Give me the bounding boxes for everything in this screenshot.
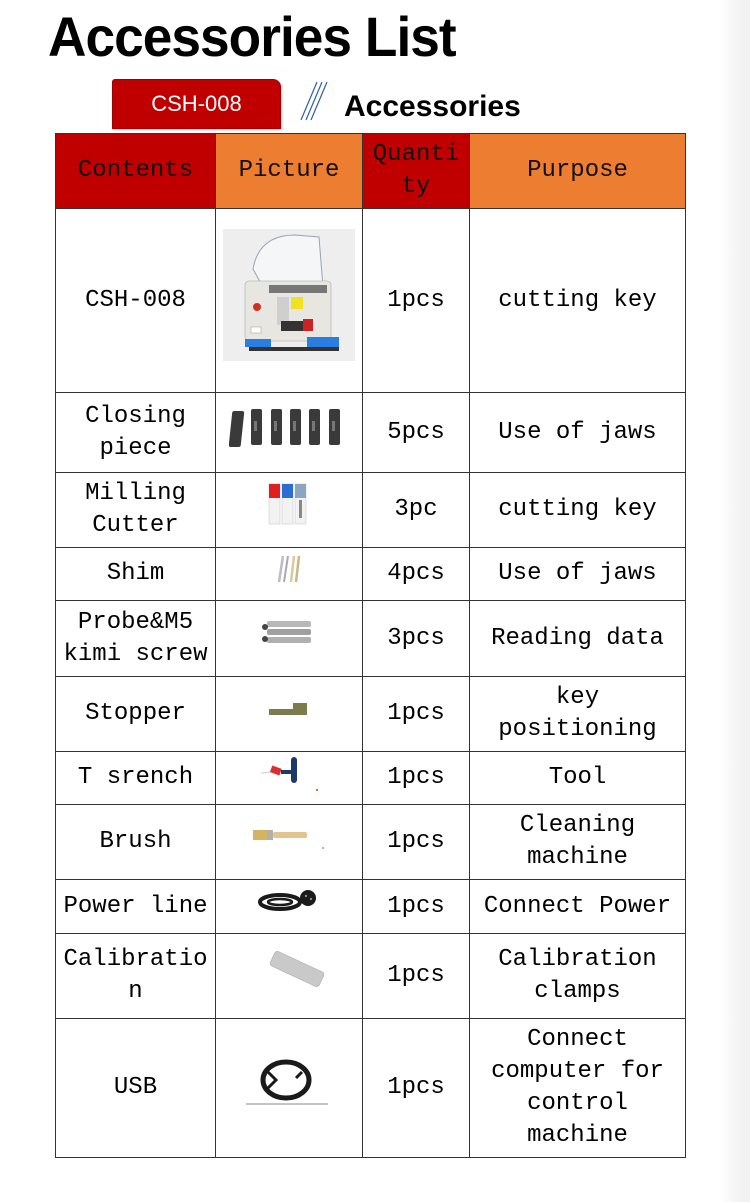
contents-line: Brush [99,828,172,855]
purpose-line: Reading data [491,624,664,652]
purpose-line: positioning [498,716,657,743]
table-row [56,677,686,752]
contents-line: Calibratio [63,946,208,973]
table-row [56,752,686,805]
contents-line: Milling [85,480,186,507]
purpose-line: Connect [527,1026,628,1053]
purpose-line: control [527,1090,628,1117]
purpose-line: machine [527,844,628,871]
cell-quantity: 3pcs [363,601,470,677]
model-tab: CSH-008 [112,79,281,129]
table-row [56,393,686,473]
closing-pieces-image [229,405,349,449]
cell-picture [216,473,363,548]
purpose-line: cutting key [498,286,657,314]
contents-line: T srench [77,764,194,791]
purpose-line: clamps [534,978,621,1005]
cell-picture [216,393,363,473]
contents-line: Shim [106,560,165,587]
cell-purpose [470,209,686,393]
table-row [56,209,686,393]
contents-line: piece [99,434,172,462]
t-wrench-image [259,753,319,793]
table-row [56,1019,686,1158]
page-title: Accessories List [48,5,456,68]
cell-quantity: 1pcs [363,752,470,805]
cell-picture [216,752,363,805]
table-row [56,601,686,677]
header-quantity-line2: ty [401,173,431,200]
purpose-line: Connect Power [483,892,672,920]
accessories-table [55,133,686,1158]
cell-quantity: 1pcs [363,880,470,934]
header-quantity [363,134,470,209]
table-row [56,548,686,601]
cell-contents [56,934,216,1019]
header-purpose: Purpose [470,134,686,209]
header-picture: Picture [216,134,363,209]
cell-picture [216,805,363,880]
cell-purpose [470,548,686,601]
contents-line: Power line [63,892,208,920]
cell-purpose [470,934,686,1019]
cell-picture [216,880,363,934]
section-subtitle: Accessories [344,90,521,123]
cell-quantity: 3pc [363,473,470,548]
cell-contents [56,393,216,473]
cell-contents [56,677,216,752]
cell-picture [216,601,363,677]
purpose-line: cutting key [498,496,657,523]
cell-quantity: 1pcs [363,805,470,880]
cell-purpose [470,473,686,548]
contents-line: Cutter [92,512,179,539]
probes-screws-image [261,617,317,649]
contents-line: Closing [85,402,186,430]
cell-purpose [470,601,686,677]
page-edge-shadow [720,0,750,1202]
shims-image [273,554,305,584]
cell-contents [56,209,216,393]
cell-contents [56,473,216,548]
table-row [56,473,686,548]
cell-quantity: 1pcs [363,934,470,1019]
contents-line: USB [113,1074,158,1101]
cell-purpose [470,1019,686,1158]
cell-picture [216,209,363,393]
cell-contents [56,880,216,934]
cell-purpose [470,752,686,805]
milling-cutters-image [267,482,311,528]
header-contents: Contents [56,134,216,209]
stopper-image [267,701,311,719]
cell-quantity: 5pcs [363,393,470,473]
purpose-line: computer for [491,1058,664,1085]
purpose-line: Calibration [498,946,657,973]
table-row [56,805,686,880]
cell-contents [56,1019,216,1158]
table-row [56,880,686,934]
cell-picture [216,677,363,752]
purpose-line: Use of jaws [498,560,657,587]
table-header-row [56,134,686,209]
power-cable-image [258,889,320,913]
table-row [56,934,686,1019]
cell-contents [56,548,216,601]
cell-contents [56,601,216,677]
usb-cable-image [244,1058,334,1108]
slash-divider-icon [287,80,332,122]
cell-picture [216,934,363,1019]
cell-picture [216,1019,363,1158]
contents-line: Probe&M5 [77,608,194,636]
cell-contents [56,752,216,805]
purpose-line: key [555,684,600,711]
cell-purpose [470,677,686,752]
contents-line: Stopper [85,700,186,727]
purpose-line: Use of jaws [498,418,657,446]
cell-purpose [470,880,686,934]
cell-quantity: 1pcs [363,209,470,393]
contents-line: kimi screw [63,640,208,668]
purpose-line: Cleaning [519,812,636,839]
purpose-line: machine [527,1122,628,1149]
cell-purpose [470,393,686,473]
cell-quantity: 1pcs [363,1019,470,1158]
cell-purpose [470,805,686,880]
key-cutting-machine-image [223,229,355,361]
contents-line: CSH-008 [85,286,186,314]
header-quantity-line1: Quanti [372,141,460,168]
calibration-block-image [260,949,336,993]
cell-quantity: 1pcs [363,677,470,752]
contents-line: n [128,978,143,1005]
cell-picture [216,548,363,601]
purpose-line: Tool [548,764,607,791]
cell-contents [56,805,216,880]
cell-quantity: 4pcs [363,548,470,601]
brush-image [251,822,327,852]
